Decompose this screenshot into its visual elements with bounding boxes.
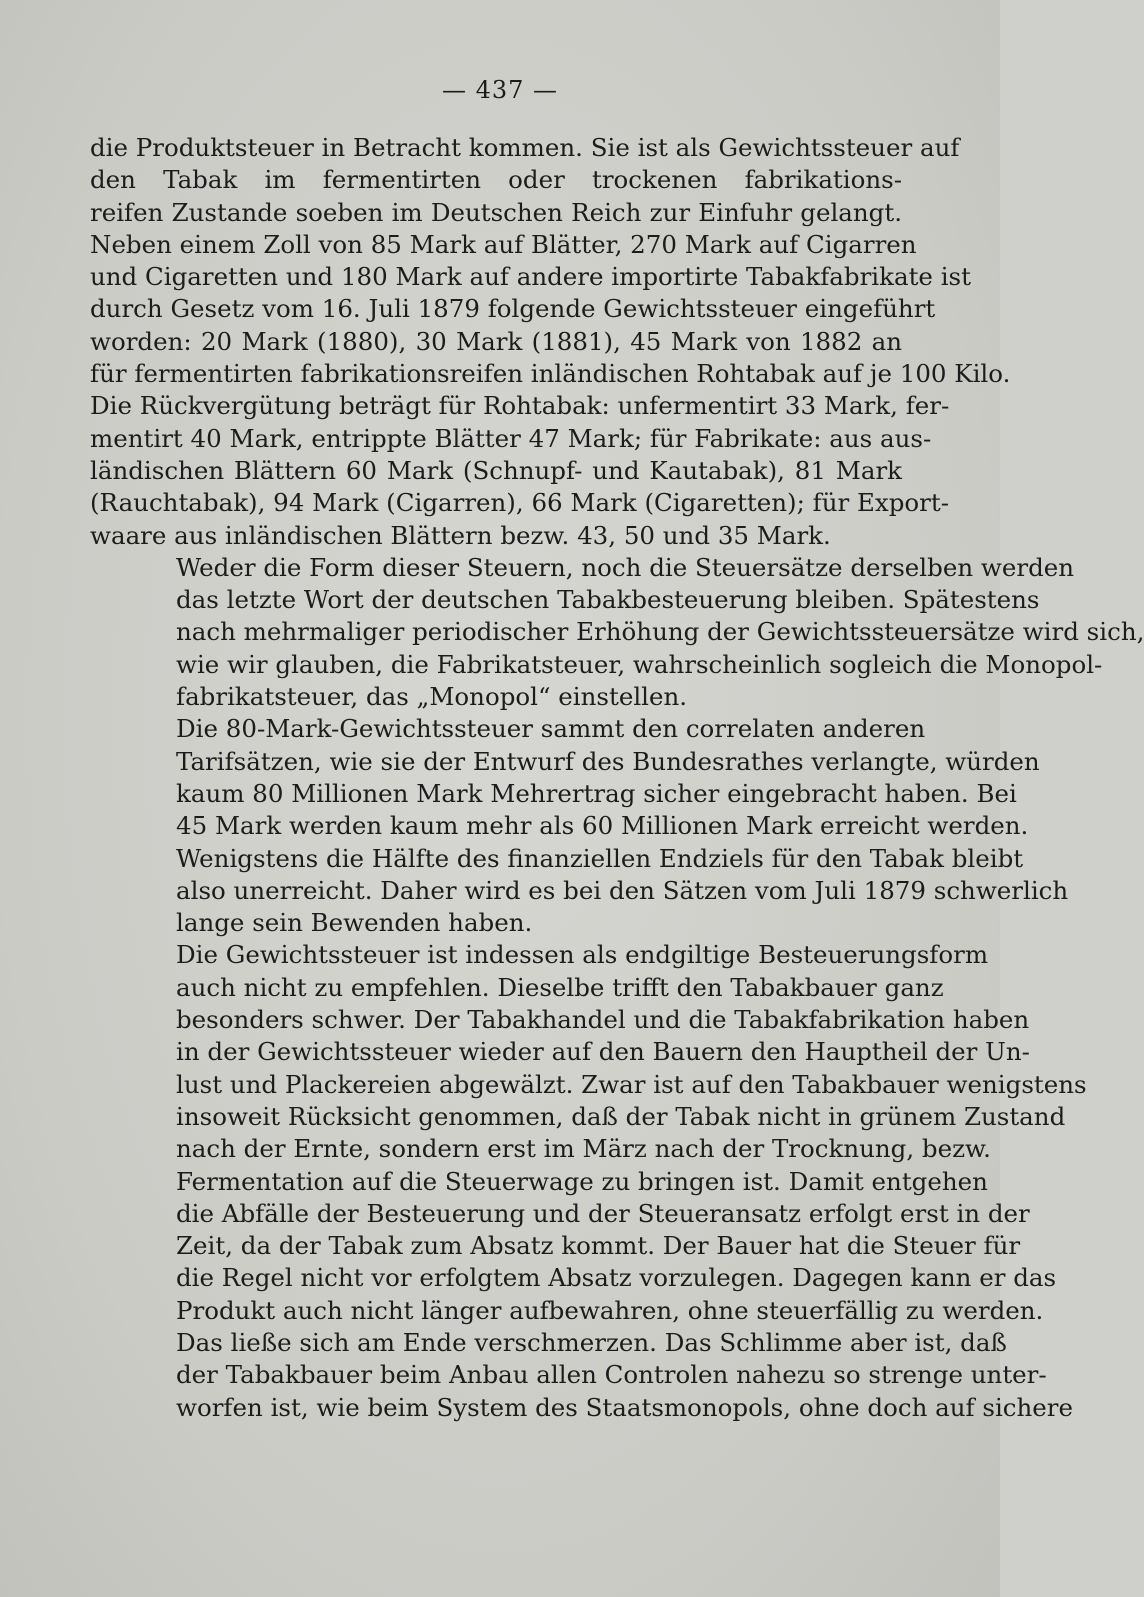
text-line: lange sein Bewenden haben. [176,908,533,938]
text-line: und Cigaretten und 180 Mark auf andere importirte Tabakfabrikate ist [90,262,971,292]
text-line: Wenigstens die Hälfte des finanziellen Endziels für den Tabak bleibt [176,843,1024,873]
text-line: auch nicht zu empfehlen. Dieselbe trifft den Tabakbauer ganz [176,972,944,1002]
text-line: nach der Ernte, sondern erst im März nach der Trocknung, bezw. [176,1134,991,1164]
text-line: reifen Zustande soeben im Deutschen Reich zur Einfuhr gelangt. [90,197,902,227]
text-line: den Tabak im fermentirten oder trockenen fabrikations- [90,165,902,195]
text-line: Die Gewichtssteuer ist indessen als endgiltige Besteuerungsform [176,940,989,970]
text-line: Tarifsätzen, wie sie der Entwurf des Bundesrathes verlangte, würden [176,746,1040,776]
text-line: 45 Mark werden kaum mehr als 60 Millionen Mark erreicht werden. [176,811,1029,841]
text-line: in der Gewichtssteuer wieder auf den Bauern den Hauptheil der Un- [176,1037,1030,1067]
paragraph [90,132,1011,552]
text-line: Die Rückvergütung beträgt für Rohtabak: unfermentirt 33 Mark, fer- [90,391,950,421]
text-line: Weder die Form dieser Steuern, noch die Steuersätze derselben werden [176,552,1075,582]
paragraph [90,939,1087,1423]
text-line: ländischen Blättern 60 Mark (Schnupf- und Kautabak), 81 Mark [90,455,902,485]
text-line: besonders schwer. Der Tabakhandel und die Tabakfabrikation haben [176,1005,1030,1035]
text-line: wie wir glauben, die Fabrikatsteuer, wahrscheinlich sogleich die Monopol- [176,649,1103,679]
body-text [90,132,1144,1424]
text-line: für fermentirten fabrikationsreifen inländischen Rohtabak auf je 100 Kilo. [90,359,1011,389]
text-line: Das ließe sich am Ende verschmerzen. Das Schlimme aber ist, daß [176,1327,1007,1357]
text-line: Fermentation auf die Steuerwage zu bringen ist. Damit entgehen [176,1166,988,1196]
text-line: durch Gesetz vom 16. Juli 1879 folgende Gewichtssteuer eingeführt [90,294,936,324]
text-line: mentirt 40 Mark, entrippte Blätter 47 Mark; für Fabrikate: aus aus- [90,423,932,453]
page-number-header: — 437 — [441,76,559,104]
text-line: fabrikatsteuer, das „Monopol“ einstellen. [176,682,688,712]
text-line: nach mehrmaliger periodischer Erhöhung der Gewichtssteuersätze wird sich, [176,617,1144,647]
text-line: lust und Plackereien abgewälzt. Zwar ist auf den Tabakbauer wenigstens [176,1069,1087,1099]
paragraph [90,552,1144,713]
text-line: die Produktsteuer in Betracht kommen. Sie ist als Gewichtssteuer auf [90,133,960,162]
text-line: Zeit, da der Tabak zum Absatz kommt. Der Bauer hat die Steuer für [176,1231,1021,1261]
text-line: insoweit Rücksicht genommen, daß der Tabak nicht in grünem Zustand [176,1101,1066,1131]
text-line: Die 80-Mark-Gewichtssteuer sammt den correlaten anderen [176,714,926,744]
text-line: die Regel nicht vor erfolgtem Absatz vorzulegen. Dagegen kann er das [176,1263,1057,1293]
text-line: worden: 20 Mark (1880), 30 Mark (1881), 45 Mark von 1882 an [90,326,902,356]
text-line: Produkt auch nicht länger aufbewahren, ohne steuerfällig zu werden. [176,1295,1044,1325]
text-line: (Rauchtabak), 94 Mark (Cigarren), 66 Mark (Cigaretten); für Export- [90,488,949,518]
text-line: worfen ist, wie beim System des Staatsmonopols, ohne doch auf sichere [176,1392,1074,1422]
text-line: die Abfälle der Besteuerung und der Steueransatz erfolgt erst in der [176,1198,1030,1228]
text-line: Neben einem Zoll von 85 Mark auf Blätter, 270 Mark auf Cigarren [90,229,917,259]
text-line: das letzte Wort der deutschen Tabakbesteuerung bleiben. Spätestens [176,585,1040,615]
text-line: waare aus inländischen Blättern bezw. 43, 50 und 35 Mark. [90,520,831,550]
text-line: der Tabakbauer beim Anbau allen Controlen nahezu so strenge unter- [176,1360,1047,1390]
paragraph [90,713,1069,939]
text-line: also unerreicht. Daher wird es bei den Sätzen vom Juli 1879 schwerlich [176,875,1069,905]
text-line: kaum 80 Millionen Mark Mehrertrag sicher eingebracht haben. Bei [176,778,1017,808]
